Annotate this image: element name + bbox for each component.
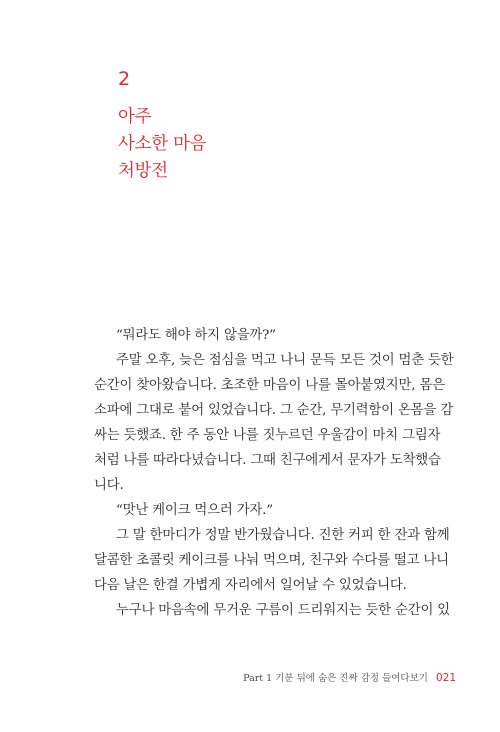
body-line: “맛난 케이크 먹으러 가자.”	[116, 503, 273, 518]
body-text	[94, 323, 454, 623]
paragraph-2	[94, 523, 450, 598]
body-line: 주말 오후, 늦은 점심을 먹고 나니 문득 모든 것이 멈춘 듯한	[116, 353, 454, 368]
body-line: 니다.	[94, 478, 124, 493]
body-line: 처럼 나를 따라다녔습니다. 그때 친구에게서 문자가 도착했습	[94, 453, 441, 468]
paragraph-quote-1	[94, 323, 442, 348]
body-line: 싸는 듯했죠. 한 주 동안 나를 짓누르던 우울감이 마치 그림자	[94, 428, 441, 443]
body-line: 다음 날은 한결 가볍게 자리에서 일어날 수 있었습니다.	[94, 578, 407, 593]
chapter-number: 2	[118, 68, 131, 90]
paragraph-1	[94, 348, 454, 498]
paragraph-3	[94, 598, 451, 623]
paragraph-quote-2	[94, 498, 442, 523]
body-line: “뭐라도 해야 하지 않을까?”	[116, 328, 276, 343]
chapter-title-line-2: 사소한 마음	[118, 134, 207, 154]
page-number: 021	[435, 672, 456, 684]
body-line: 달콤한 초콜릿 케이크를 나눠 먹으며, 친구와 수다를 떨고 나니	[94, 553, 449, 568]
chapter-title-line-1: 아주	[118, 107, 152, 127]
chapter-heading	[118, 66, 206, 185]
body-line: 순간이 찾아왔습니다. 초조한 마음이 나를 몰아붙였지만, 몸은	[94, 378, 445, 393]
page-footer	[243, 671, 456, 686]
body-line: 소파에 그대로 붙어 있었습니다. 그 순간, 무기력함이 온몸을 감	[94, 403, 453, 418]
running-head: Part 1 기분 뒤에 숨은 진짜 감정 들여다보기	[243, 673, 428, 684]
body-line: 누구나 마음속에 무거운 구름이 드리워지는 듯한 순간이 있	[116, 603, 451, 618]
chapter-title-line-3: 처방전	[118, 161, 168, 181]
body-line: 그 말 한마디가 정말 반가웠습니다. 진한 커피 한 잔과 함께	[116, 528, 450, 543]
